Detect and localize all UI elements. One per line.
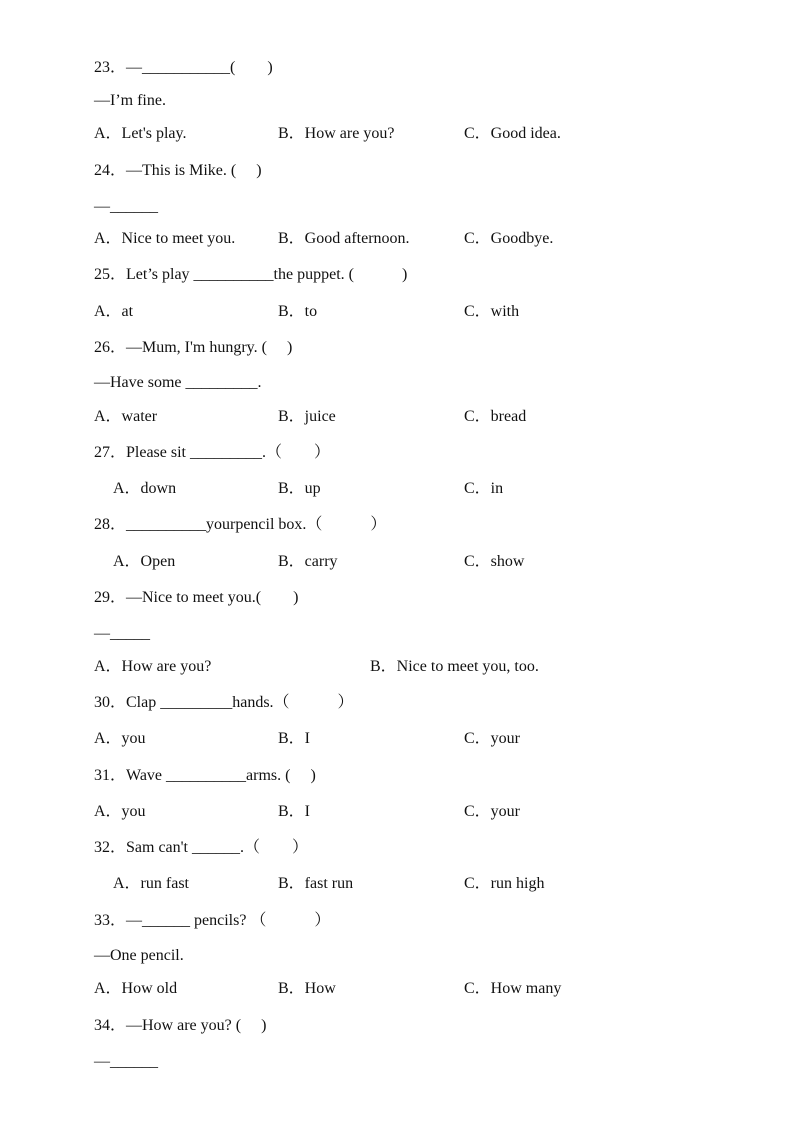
- question-33-stem: 33．—______ pencils? （ ）: [94, 912, 331, 929]
- question-24-option-a: A．Nice to meet you.: [94, 230, 236, 247]
- question-32-option-c: C．run high: [464, 875, 545, 892]
- question-31-stem: 31．Wave __________arms. ( ): [94, 767, 316, 784]
- question-29-option-a: A．How are you?: [94, 658, 212, 675]
- question-29-reply: —_____: [94, 625, 150, 642]
- question-30-option-a: A．you: [94, 730, 146, 747]
- question-26-reply: —Have some _________.: [94, 374, 262, 391]
- question-29-option-b: B．Nice to meet you, too.: [370, 658, 539, 675]
- question-34-reply: —______: [94, 1053, 158, 1070]
- question-27-option-a: A．down: [113, 480, 177, 497]
- question-27-option-c: C．in: [464, 480, 504, 497]
- question-28-option-a: A．Open: [113, 553, 176, 570]
- question-23-stem: 23．—___________( ): [94, 59, 273, 76]
- question-32-option-b: B．fast run: [278, 875, 354, 892]
- question-33-option-a: A．How old: [94, 980, 178, 997]
- question-25-option-c: C．with: [464, 303, 520, 320]
- question-28-stem: 28．__________yourpencil box.（ ）: [94, 516, 387, 533]
- question-30-option-b: B．I: [278, 730, 311, 747]
- question-30-stem: 30．Clap _________hands.（ ）: [94, 694, 354, 711]
- question-31-option-a: A．you: [94, 803, 146, 820]
- question-24-reply: —______: [94, 198, 158, 215]
- question-23-reply: —I’m fine.: [94, 92, 166, 109]
- question-33-reply: —One pencil.: [94, 947, 184, 964]
- question-26-option-c: C．bread: [464, 408, 527, 425]
- question-24-stem: 24．—This is Mike. ( ): [94, 162, 262, 179]
- question-31-option-b: B．I: [278, 803, 311, 820]
- question-23-option-c: C．Good idea.: [464, 125, 561, 142]
- question-25-option-a: A．at: [94, 303, 134, 320]
- question-25-option-b: B．to: [278, 303, 318, 320]
- question-23-option-a: A．Let's play.: [94, 125, 187, 142]
- question-27-stem: 27．Please sit _________.（ ）: [94, 444, 330, 461]
- question-25-stem: 25．Let’s play __________the puppet. ( ): [94, 266, 408, 283]
- question-27-option-b: B．up: [278, 480, 321, 497]
- question-30-option-c: C．your: [464, 730, 521, 747]
- question-31-option-c: C．your: [464, 803, 521, 820]
- question-33-option-c: C．How many: [464, 980, 562, 997]
- question-24-option-c: C．Goodbye.: [464, 230, 554, 247]
- question-34-stem: 34．—How are you? ( ): [94, 1017, 267, 1034]
- question-23-option-b: B．How are you?: [278, 125, 395, 142]
- question-26-stem: 26．—Mum, I'm hungry. ( ): [94, 339, 293, 356]
- question-33-option-b: B．How: [278, 980, 336, 997]
- question-24-option-b: B．Good afternoon.: [278, 230, 410, 247]
- question-32-stem: 32．Sam can't ______.（ ）: [94, 839, 308, 856]
- question-28-option-b: B．carry: [278, 553, 338, 570]
- question-32-option-a: A．run fast: [113, 875, 189, 892]
- question-26-option-b: B．juice: [278, 408, 336, 425]
- question-28-option-c: C．show: [464, 553, 525, 570]
- question-26-option-a: A．water: [94, 408, 158, 425]
- question-29-stem: 29．—Nice to meet you.( ): [94, 589, 299, 606]
